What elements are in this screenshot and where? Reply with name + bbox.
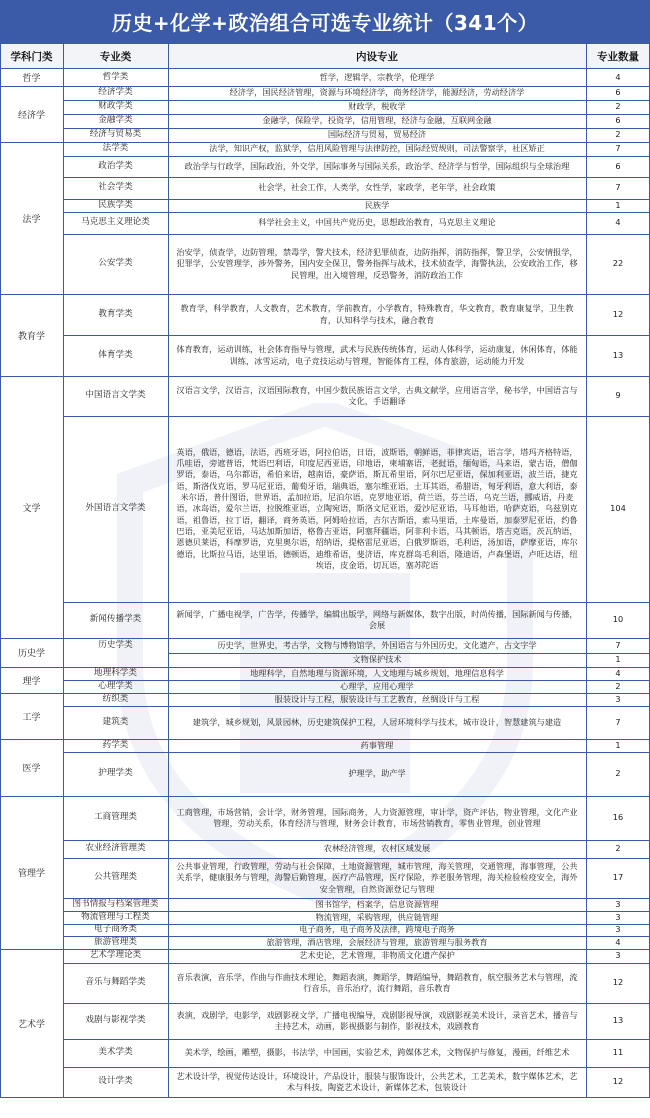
- count-cell: 3: [615, 898, 621, 909]
- majors-cell: 经济学，国民经济管理，资源与环境经济学，商务经济学，能源经济，劳动经济学: [229, 87, 525, 98]
- majors-cell: 法学，知识产权，监狱学，信用风险管理与法律防控，国际经贸规则，司法警察学，社区矫正: [209, 143, 545, 154]
- category-cell: 旅游管理类: [94, 936, 137, 947]
- majors-cell: 表演，戏剧学，电影学，戏剧影视文学，广播电视编导，戏剧影视导演，戏剧影视美术设计，录音艺术，播音与主持艺术，动画，影视摄影与制作，影视技术，戏剧教育: [176, 1009, 578, 1031]
- count-cell: 2: [615, 768, 621, 779]
- majors-cell: 地理科学，自然地理与资源环境，人文地理与城乡规划，地理信息科学: [250, 667, 504, 678]
- majors-cell: 文物保护技术: [352, 654, 402, 665]
- count-cell: 6: [615, 87, 621, 98]
- count-cell: 4: [615, 71, 621, 82]
- majors-cell: 心理学，应用心理学: [340, 680, 414, 691]
- majors-cell: 科学社会主义，中国共产党历史，思想政治教育，马克思主义理论: [258, 217, 496, 228]
- count-cell: 7: [615, 143, 621, 154]
- category-cell: 艺术学理论类: [89, 950, 142, 961]
- discipline-cell: 文学: [22, 503, 41, 514]
- count-cell: 3: [615, 924, 621, 935]
- category-cell: 纺织类: [102, 693, 129, 704]
- grid-line: [63, 43, 64, 1097]
- category-cell: 体育学类: [98, 349, 133, 360]
- count-cell: 2: [615, 843, 621, 854]
- count-cell: 12: [612, 308, 624, 319]
- majors-cell: 政治学与行政学，国际政治，外交学，国际事务与国际关系，政治学、经济学与哲学，国际组织与全球治理: [184, 160, 570, 171]
- category-cell: 农业经济管理类: [85, 843, 146, 854]
- category-cell: 中国语言文学类: [85, 390, 146, 401]
- category-cell: 哲学类: [102, 71, 129, 82]
- count-cell: 6: [615, 160, 621, 171]
- category-cell: 金融学类: [98, 115, 133, 126]
- page-title: 历史+化学+政治组合可选专业统计（341个）: [0, 0, 650, 43]
- majors-cell: 旅游管理，酒店管理，会展经济与管理，旅游管理与服务教育: [266, 936, 488, 947]
- majors-cell: 美术学，绘画，雕塑，摄影，书法学，中国画，实验艺术，跨媒体艺术，文物保护与修复，漫画，纤维艺术: [184, 1047, 570, 1058]
- count-cell: 11: [612, 1047, 624, 1058]
- majors-cell: 音乐表演，音乐学，作曲与作曲技术理论，舞蹈表演，舞蹈学，舞蹈编导，舞蹈教育，航空服务艺术与管理，流行音乐，音乐治疗，流行舞蹈，音乐教育: [176, 971, 578, 993]
- category-cell: 音乐与舞蹈学类: [85, 977, 146, 988]
- category-cell: 工商管理类: [94, 812, 137, 823]
- category-cell: 经济与贸易类: [89, 129, 142, 140]
- category-cell: 护理学类: [98, 768, 133, 779]
- majors-cell: 艺术设计学，视觉传达设计，环境设计，产品设计，服装与服饰设计，公共艺术，工艺美术，数字媒体艺术，艺术与科技，陶瓷艺术设计，新媒体艺术，包装设计: [176, 1070, 578, 1092]
- majors-cell: 汉语言文学，汉语言，汉语国际教育，中国少数民族语言文学，古典文献学，应用语言学，秘书学，中国语言与文化，手语翻译: [176, 384, 578, 406]
- discipline-cell: 教育学: [17, 331, 45, 342]
- category-cell: 社会学类: [98, 182, 133, 193]
- majors-cell: 民族学: [364, 199, 390, 210]
- category-cell: 政治学类: [98, 160, 133, 171]
- header-count: 专业数量: [597, 50, 639, 63]
- count-cell: 13: [612, 349, 624, 360]
- majors-cell: 护理学，助产学: [348, 768, 406, 779]
- count-cell: 4: [615, 667, 621, 678]
- majors-cell: 国际经济与贸易，贸易经济: [327, 129, 427, 140]
- majors-cell: 历史学，世界史，考古学，文物与博物馆学，外国语言与外国历史，文化遗产，古文字学: [217, 639, 537, 650]
- grid-line: [586, 43, 587, 1097]
- majors-cell: 农林经济管理，农村区域发展: [323, 843, 431, 854]
- category-cell: 历史学类: [98, 639, 133, 650]
- category-cell: 建筑类: [102, 716, 129, 727]
- count-cell: 1: [615, 654, 621, 665]
- discipline-cell: 法学: [22, 214, 41, 225]
- count-cell: 7: [615, 182, 621, 193]
- category-cell: 美术学类: [98, 1047, 133, 1058]
- majors-cell: 公共事业管理，行政管理，劳动与社会保障，土地资源管理，城市管理，海关管理，交通管理，海事管理，公共关系学，健康服务与管理，海警后勤管理，医疗产品管理，医疗保险，养老服务管理，海关检验检疫安全，海外安全管理，自然资源登记与管理: [176, 861, 578, 894]
- majors-cell: 新闻学，广播电视学，广告学，传播学，编辑出版学，网络与新媒体，数字出版，时尚传播，国际新闻与传播，会展: [176, 608, 578, 630]
- category-cell: 电子商务类: [94, 924, 137, 935]
- count-cell: 4: [615, 217, 621, 228]
- category-cell: 财政学类: [98, 101, 133, 112]
- count-cell: 4: [615, 936, 621, 947]
- majors-cell: 物流管理，采购管理，供应链管理: [315, 911, 439, 922]
- count-cell: 6: [615, 115, 621, 126]
- count-cell: 13: [612, 1015, 624, 1026]
- discipline-cell: 工学: [22, 712, 41, 723]
- majors-cell: 英语，俄语，德语，法语，西班牙语，阿拉伯语，日语，波斯语，朝鲜语，菲律宾语，语言学，塔玛齐格特语，爪哇语，旁遮普语，梵语巴利语，印度尼西亚语，印地语，柬埔寨语，老挝语，缅甸语，马来语，蒙古语，僧伽罗语，泰语，乌尔都语，希伯来语，越南语，豪萨语，斯瓦希里语，阿尔巴尼亚语，保加利亚语，波兰语，捷克语，斯洛伐克语，罗马尼亚语，葡萄牙语，瑞典语，塞尔维亚语，土耳其语，希腊语，匈牙利语，意大利语，泰米尔语，普什图语，世界语，孟加拉语，尼泊尔语，克罗地亚语，荷兰语，芬兰语，乌克兰语，挪威语，丹麦语，冰岛语，爱尔兰语，拉脱维亚语，立陶宛语，斯洛文尼亚语，爱沙尼亚语，马耳他语，哈萨克语，乌兹别克语，祖鲁语，拉丁语，翻译，商务英语，阿姆哈拉语，吉尔吉斯语，索马里语，土库曼语，加泰罗尼亚语，约鲁巴语，亚美尼亚语，马达加斯加语，格鲁吉亚语，阿塞拜疆语，阿非利卡语，马其顿语，塔吉克语，茨瓦纳语，恩德贝莱语，科摩罗语，克里奥尔语，绍纳语，提格雷尼亚语，白俄罗斯语，毛利语，汤加语，萨摩亚语，库尔德语，比斯拉马语，达里语，德顿语，迪维希语，斐济语，库克群岛毛利语，隆迪语，卢森堡语，卢旺达语，纽埃语，皮金语，切瓦语，塞苏陀语: [176, 446, 578, 570]
- count-cell: 3: [615, 950, 621, 961]
- count-cell: 2: [615, 129, 621, 140]
- count-cell: 9: [615, 390, 621, 401]
- count-cell: 7: [615, 639, 621, 650]
- count-cell: 3: [615, 693, 621, 704]
- category-cell: 外国语言文学类: [85, 503, 146, 514]
- grid-line: [0, 43, 650, 44]
- grid-line: [0, 43, 1, 1097]
- count-cell: 16: [612, 812, 624, 823]
- discipline-cell: 艺术学: [17, 1019, 45, 1030]
- majors-cell: 药事管理: [360, 739, 394, 750]
- category-cell: 设计学类: [98, 1076, 133, 1087]
- count-cell: 10: [612, 614, 624, 625]
- majors-cell: 社会学，社会工作，人类学，女性学，家政学，老年学，社会政策: [258, 182, 496, 193]
- category-cell: 民族学类: [98, 199, 133, 210]
- category-cell: 新闻传播学类: [89, 614, 142, 625]
- header-discipline: 学科门类: [10, 50, 53, 63]
- count-cell: 104: [610, 503, 626, 514]
- discipline-cell: 哲学: [22, 74, 41, 84]
- discipline-cell: 理学: [22, 676, 41, 687]
- majors-cell: 教育学，科学教育，人文教育，艺术教育，学前教育，小学教育，特殊教育，华文教育，教育康复学，卫生教育，认知科学与技术，融合教育: [180, 303, 574, 325]
- count-cell: 12: [612, 1076, 624, 1087]
- category-cell: 教育学类: [98, 308, 133, 319]
- majors-cell: 治安学，侦查学，边防管理，禁毒学，警犬技术，经济犯罪侦查，边防指挥，消防指挥，警卫学，公安情报学，犯罪学，公安管理学，涉外警务，国内安全保卫，警务指挥与战术，技术侦查学，海警执法，公安政治工作，移民管理，出入境管理，反恐警务，消防政治工作: [176, 247, 578, 280]
- category-cell: 图书情报与档案管理类: [72, 898, 159, 909]
- category-cell: 公安学类: [98, 258, 133, 269]
- count-cell: 1: [615, 199, 621, 210]
- category-cell: 公共管理类: [94, 872, 137, 883]
- discipline-cell: 经济学: [17, 110, 45, 121]
- majors-cell: 建筑学，城乡规划，风景园林，历史建筑保护工程，人居环境科学与技术，城市设计，智慧建筑与建造: [192, 716, 562, 727]
- count-cell: 3: [615, 911, 621, 922]
- grid-line: [0, 1097, 650, 1098]
- majors-cell: 电子商务，电子商务及法律，跨境电子商务: [299, 924, 455, 935]
- category-cell: 戏剧与影视学类: [85, 1015, 146, 1026]
- header-majors: 内设专业: [356, 50, 398, 63]
- discipline-cell: 医学: [22, 764, 41, 774]
- category-cell: 物流管理与工程类: [81, 911, 150, 922]
- category-cell: 经济学类: [98, 87, 133, 98]
- category-cell: 药学类: [102, 739, 129, 750]
- count-cell: 17: [612, 872, 624, 883]
- majors-cell: 服装设计与工程，服装设计与工艺教育，丝绸设计与工程: [274, 693, 480, 704]
- majors-cell: 哲学，逻辑学，宗教学，伦理学: [319, 71, 435, 82]
- category-cell: 法学类: [102, 143, 129, 154]
- count-cell: 1: [615, 739, 621, 750]
- discipline-cell: 历史学: [17, 649, 45, 659]
- count-cell: 2: [615, 680, 621, 691]
- category-cell: 马克思主义理论类: [81, 217, 150, 228]
- count-cell: 22: [612, 258, 624, 269]
- discipline-cell: 管理学: [17, 869, 45, 879]
- majors-cell: 艺术史论，艺术管理，非物质文化遗产保护: [299, 950, 455, 961]
- category-cell: 心理学类: [98, 680, 133, 691]
- count-cell: 2: [615, 101, 621, 112]
- grid-line: [168, 43, 169, 1097]
- count-cell: 7: [615, 716, 621, 727]
- category-cell: 地理科学类: [94, 667, 137, 678]
- majors-cell: 金融学，保险学，投资学，信用管理，经济与金融，互联网金融: [262, 115, 492, 126]
- majors-cell: 体育教育，运动训练，社会体育指导与管理，武术与民族传统体育，运动人体科学，运动康复，休闲体育，体能训练，冰雪运动，电子竞技运动与管理，智能体育工程，体育旅游，运动能力开发: [176, 344, 578, 366]
- table-header: [0, 43, 650, 69]
- majors-cell: 图书馆学，档案学，信息资源管理: [315, 898, 439, 909]
- header-category: 专业类: [99, 50, 132, 63]
- majors-cell: 工商管理，市场营销，会计学，财务管理，国际商务，人力资源管理，审计学，资产评估，物业管理，文化产业管理，劳动关系，体育经济与管理，财务会计教育，市场营销教育，零售业管理，创业管理: [176, 806, 578, 828]
- count-cell: 12: [612, 977, 624, 988]
- majors-cell: 财政学，税收学: [348, 101, 406, 112]
